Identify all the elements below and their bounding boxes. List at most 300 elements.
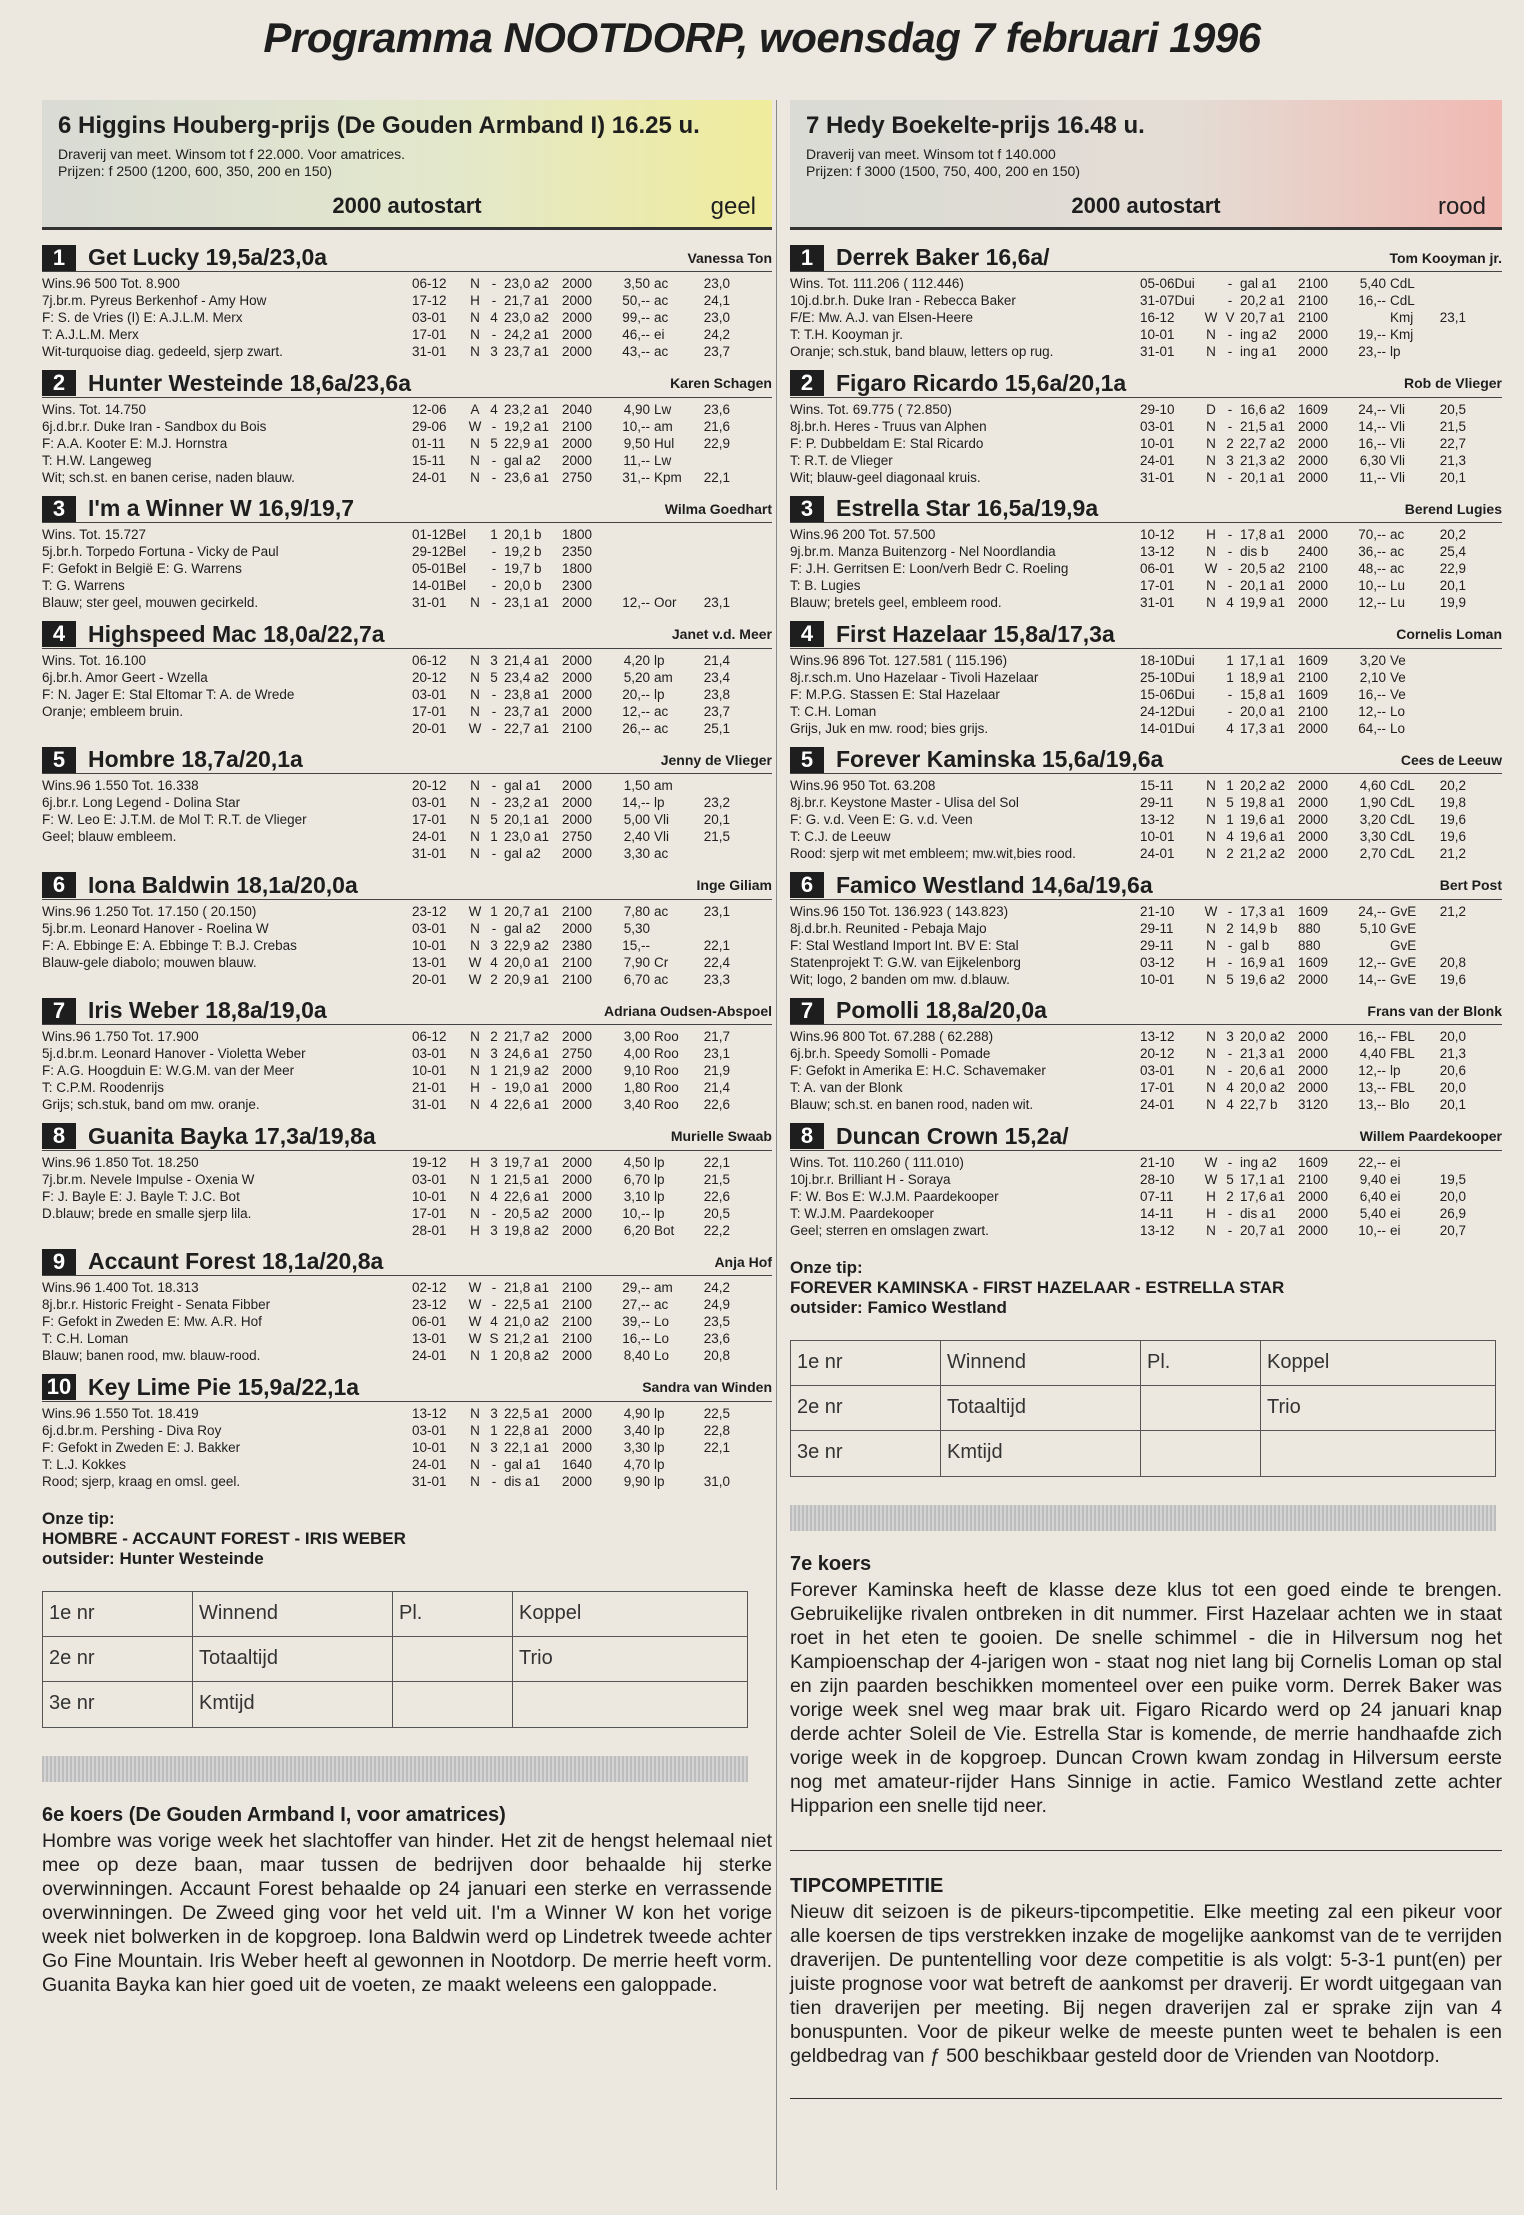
- result-position: 3: [490, 1154, 498, 1170]
- result-distance: 2000: [562, 1154, 593, 1170]
- result-odds: 11,--: [1359, 469, 1386, 485]
- result-driver: ac: [654, 703, 669, 719]
- result-time: 22,6 a1: [504, 1188, 550, 1204]
- result-distance: 2000: [1298, 595, 1329, 610]
- result-date: 28-10: [1140, 1171, 1175, 1187]
- result-row: [412, 1028, 772, 1045]
- grid-cell: Winnend: [941, 1341, 1141, 1385]
- result-odds: 3,00: [623, 1029, 650, 1044]
- horse-info: [42, 1028, 412, 1113]
- driver-name: Adriana Oudsen-Abspoel: [603, 1002, 772, 1019]
- result-position: -: [491, 544, 497, 559]
- result-kmtime: 20,0: [1439, 1188, 1466, 1204]
- result-odds: [1344, 937, 1390, 954]
- result-odds: 14,--: [1358, 971, 1386, 987]
- result-distance: 2100: [1298, 310, 1329, 325]
- result-distance: 880: [1298, 937, 1321, 953]
- result-kmtime: 24,9: [703, 1297, 730, 1312]
- result-track: N: [470, 1029, 480, 1044]
- result-time: 19,6 a2: [1240, 971, 1286, 987]
- result-date: 15-11: [412, 452, 446, 468]
- info-line: F: G. v.d. Veen E: G. v.d. Veen: [790, 812, 973, 827]
- info-line: T: A. van der Blonk: [790, 1080, 903, 1095]
- result-row: [1140, 469, 1502, 486]
- result-row: [412, 577, 772, 594]
- result-driver: Lo: [654, 1314, 670, 1329]
- result-row: [1140, 794, 1502, 811]
- horse-entry: [790, 495, 1502, 621]
- result-position: -: [491, 778, 497, 793]
- result-track: N: [1206, 829, 1216, 844]
- result-row: [412, 1422, 772, 1439]
- result-distance: 2000: [562, 1439, 593, 1455]
- result-driver: Cr: [654, 954, 669, 970]
- result-driver: GvE: [1390, 903, 1417, 919]
- result-kmtime: 20,5: [703, 1205, 730, 1221]
- result-kmtime: 25,1: [703, 720, 730, 736]
- result-row: [412, 1456, 772, 1473]
- result-track: H: [1206, 1205, 1216, 1221]
- result-odds: 24,--: [1358, 401, 1386, 417]
- result-track: N: [1206, 344, 1216, 359]
- recent-results: [412, 1154, 772, 1239]
- info-line: 8j.d.br.h. Reunited - Pebaja Majo: [790, 920, 987, 936]
- result-driver: Lw: [654, 452, 672, 468]
- result-date: 03-12: [1140, 954, 1175, 970]
- result-time: 19,6 a1: [1240, 829, 1286, 844]
- result-track: N: [1206, 1046, 1216, 1061]
- result-track: W: [468, 971, 482, 987]
- grid-cell: 2e nr: [43, 1637, 193, 1681]
- result-track: [1202, 703, 1220, 720]
- info-line: 7j.br.m. Pyreus Berkenhof - Amy How: [42, 293, 267, 308]
- grid-cell: 3e nr: [43, 1682, 193, 1727]
- result-odds: 99,--: [622, 310, 650, 325]
- info-line: F: Gefokt in Amerika E: H.C. Schavemaker: [790, 1063, 1046, 1078]
- result-date: 23-12: [412, 903, 447, 919]
- result-track: W: [468, 903, 482, 919]
- result-row: [1140, 1045, 1502, 1062]
- result-driver: ei: [1390, 1171, 1401, 1187]
- start-number: 4: [42, 621, 76, 647]
- result-driver: Vli: [1390, 401, 1406, 417]
- result-odds: 7,90: [623, 954, 650, 970]
- result-odds: 5,40: [1359, 276, 1386, 291]
- result-distance: 2000: [562, 1222, 593, 1238]
- tip-label: Onze tip:: [42, 1509, 115, 1528]
- result-row: [1140, 811, 1502, 828]
- result-odds: 4,20: [623, 652, 650, 668]
- result-driver: lp: [654, 1154, 665, 1170]
- result-distance: 2100: [1298, 276, 1329, 291]
- info-line: 8j.br.r. Keystone Master - Ulisa del Sol: [790, 795, 1019, 810]
- result-position: -: [1227, 561, 1233, 576]
- horse-info: [790, 526, 1140, 611]
- result-kmtime: 23,6: [703, 401, 730, 417]
- result-distance: 2000: [562, 686, 593, 702]
- race-6-entries: [42, 244, 772, 1499]
- result-date: 10-01: [412, 1188, 447, 1204]
- result-row: [1140, 309, 1502, 326]
- result-distance: 3120: [1298, 1097, 1329, 1112]
- result-kmtime: 22,6: [703, 1097, 730, 1112]
- result-date: 12-06: [412, 401, 447, 417]
- result-track: N: [470, 1456, 480, 1472]
- horse-name: Guanita Bayka 17,3a/19,8a: [88, 1122, 376, 1149]
- result-kmtime: 20,0: [1439, 1029, 1466, 1044]
- horse-name: Figaro Ricardo 15,6a/20,1a: [836, 369, 1127, 396]
- tip-outsider: outsider: Hunter Westeinde: [42, 1549, 264, 1568]
- start-number: 7: [790, 998, 824, 1024]
- result-odds: 16,--: [1358, 1029, 1386, 1044]
- result-time: 19,8 a2: [504, 1222, 550, 1238]
- result-time: 22,7 a1: [504, 720, 550, 736]
- result-time: ing a2: [1240, 1154, 1277, 1170]
- result-kmtime: 22,5: [703, 1405, 730, 1421]
- result-row: [412, 920, 772, 937]
- entry-header: [42, 1248, 772, 1276]
- result-date: 13-12: [1140, 1222, 1175, 1238]
- result-odds: 3,10: [623, 1188, 650, 1204]
- result-kmtime: 23,7: [703, 344, 730, 359]
- result-row: [1140, 1171, 1502, 1188]
- result-odds: 7,80: [623, 903, 650, 919]
- info-line: Wit-turquoise diag. gedeeld, sjerp zwart.: [42, 344, 283, 359]
- result-kmtime: [1430, 720, 1466, 737]
- result-position: -: [1227, 544, 1233, 559]
- result-date: 07-11: [1140, 1188, 1174, 1204]
- result-position: -: [1227, 937, 1233, 953]
- info-line: Rood; sjerp, kraag en omsl. geel.: [42, 1473, 241, 1489]
- result-position: -: [1227, 703, 1233, 719]
- result-driver: lp: [654, 1188, 665, 1204]
- result-driver: Blo: [1390, 1097, 1410, 1112]
- grid-cell: Winnend: [193, 1592, 393, 1636]
- result-time: 22,9 a1: [504, 435, 550, 451]
- grid-cell: Trio: [1267, 1396, 1301, 1418]
- result-odds: 2,10: [1359, 669, 1386, 685]
- result-kmtime: 22,6: [703, 1188, 730, 1204]
- result-time: 19,6 a1: [1240, 812, 1286, 827]
- horse-name: Estrella Star 16,5a/19,9a: [836, 495, 1099, 521]
- result-row: [1140, 1028, 1502, 1045]
- info-line: F: Gefokt in België E: G. Warrens: [42, 561, 242, 576]
- result-odds: 3,30: [623, 1439, 650, 1455]
- result-time: gal a1: [504, 778, 541, 793]
- info-line: 5j.d.br.m. Leonard Hanover - Violetta Weber: [42, 1046, 306, 1061]
- result-distance: 2100: [562, 954, 593, 970]
- result-time: 20,0 a2: [1240, 1029, 1286, 1044]
- result-position: -: [1227, 469, 1233, 485]
- result-driver: lp: [1390, 344, 1401, 359]
- result-odds: 6,70: [623, 971, 650, 987]
- entry-header: [42, 997, 772, 1025]
- race-conditions: Draverij van meet. Winsom tot f 22.000. Voor amatrices.: [58, 146, 406, 162]
- info-line: Blauw; banen rood, mw. blauw-rood.: [42, 1348, 261, 1363]
- result-date: 24-01: [1140, 846, 1175, 861]
- result-kmtime: 23,6: [703, 1331, 730, 1346]
- result-kmtime: 19,5: [1439, 1171, 1466, 1187]
- result-date: 20-01: [412, 971, 447, 987]
- result-driver: ei: [654, 327, 665, 342]
- horse-name: Iona Baldwin 18,1a/20,0a: [88, 871, 358, 898]
- result-driver: Roo: [654, 1046, 679, 1061]
- result-kmtime: [694, 777, 730, 794]
- result-time: 21,7 a1: [504, 293, 550, 308]
- result-kmtime: [694, 845, 730, 862]
- result-odds: 3,50: [623, 276, 650, 291]
- horse-entry: [42, 244, 772, 370]
- result-position: 1: [1226, 812, 1234, 827]
- recent-results: [1140, 903, 1502, 988]
- result-distance: 2000: [562, 310, 593, 325]
- info-line: Wins. Tot. 16.100: [42, 652, 147, 668]
- result-distance: 2000: [1298, 1063, 1329, 1078]
- horse-entry: [42, 1123, 772, 1249]
- divider: [790, 1850, 1502, 1851]
- result-date: 06-12: [412, 652, 447, 668]
- result-row: [1140, 1096, 1502, 1113]
- result-odds: 3,40: [623, 1422, 650, 1438]
- result-time: dis a1: [504, 1473, 541, 1489]
- result-position: -: [491, 293, 497, 308]
- result-date: 17-01: [1140, 578, 1175, 593]
- result-position: -: [1227, 686, 1233, 702]
- result-date: 15-06Dui: [1140, 686, 1195, 702]
- info-line: Wins.96 500 Tot. 8.900: [42, 276, 180, 291]
- result-date: 06-12: [412, 276, 447, 291]
- result-time: 19,7 b: [504, 561, 542, 576]
- result-odds: 6,20: [623, 1222, 650, 1238]
- result-row: [1140, 1079, 1502, 1096]
- result-distance: 2100: [1298, 1171, 1329, 1187]
- result-date: 13-01: [412, 1331, 447, 1346]
- recent-results: [1140, 777, 1502, 862]
- result-driver: GvE: [1390, 954, 1417, 970]
- race-prizes: Prijzen: f 3000 (1500, 750, 400, 200 en 150): [806, 163, 1080, 179]
- result-time: 19,0 a1: [504, 1080, 550, 1095]
- info-line: 6j.d.br.m. Pershing - Diva Roy: [42, 1422, 222, 1438]
- result-time: 22,6 a1: [504, 1097, 550, 1112]
- result-position: 1: [1226, 652, 1234, 668]
- info-line: F: A.A. Kooter E: M.J. Hornstra: [42, 435, 228, 451]
- result-track: N: [470, 1348, 480, 1363]
- result-date: 03-01: [412, 920, 447, 936]
- horse-info: [42, 1279, 412, 1364]
- result-track: N: [1206, 544, 1216, 559]
- result-driver: FBL: [1390, 1029, 1415, 1044]
- result-time: 22,9 a2: [504, 937, 550, 953]
- result-time: 18,9 a1: [1240, 669, 1286, 685]
- result-odds: 2,40: [623, 829, 650, 844]
- result-track: N: [1206, 920, 1216, 936]
- horse-name: Key Lime Pie 15,9a/22,1a: [88, 1373, 360, 1400]
- result-position: -: [491, 595, 497, 610]
- recent-results: [1140, 401, 1502, 486]
- result-kmtime: 20,1: [1439, 469, 1466, 485]
- entry-header: [42, 1374, 772, 1402]
- driver-name: Wilma Goedhart: [664, 500, 772, 517]
- result-track: H: [470, 1154, 480, 1170]
- result-odds: 4,40: [1359, 1046, 1386, 1061]
- result-row: [1140, 543, 1502, 560]
- grid-cell: Totaaltijd: [193, 1637, 393, 1681]
- result-time: 19,9 a1: [1240, 595, 1286, 610]
- grid-cell: [1261, 1431, 1495, 1476]
- result-odds: 9,90: [623, 1473, 650, 1489]
- result-date: 10-01: [1140, 829, 1175, 844]
- result-distance: 2000: [1298, 846, 1329, 861]
- result-row: [412, 1473, 772, 1490]
- result-date: 10-01: [412, 937, 447, 953]
- result-odds: 29,--: [622, 1280, 650, 1295]
- result-distance: 2000: [562, 920, 593, 936]
- result-position: 4: [490, 1097, 498, 1112]
- info-line: 7j.br.m. Nevele Impulse - Oxenia W: [42, 1171, 255, 1187]
- info-line: F: A. Ebbinge E: A. Ebbinge T: B.J. Crebas: [42, 937, 297, 953]
- result-position: 3: [490, 1046, 498, 1061]
- result-row: [412, 828, 772, 845]
- result-row: [412, 543, 772, 560]
- race-title: 7 Hedy Boekelte-prijs 16.48 u.: [806, 112, 1145, 139]
- result-time: 21,5 a1: [1240, 418, 1286, 434]
- result-position: -: [491, 686, 497, 702]
- result-kmtime: 19,6: [1439, 829, 1466, 844]
- info-line: T: A.J.L.M. Merx: [42, 327, 139, 342]
- result-distance: 1609: [1298, 686, 1329, 702]
- result-time: 14,9 b: [1240, 920, 1278, 936]
- result-time: dis b: [1240, 544, 1269, 559]
- grid-row: [791, 1431, 1495, 1476]
- result-distance: 2000: [1298, 720, 1329, 736]
- result-time: 22,5 a1: [504, 1405, 550, 1421]
- result-track: N: [1206, 1029, 1216, 1044]
- result-kmtime: 21,5: [703, 1171, 730, 1187]
- result-driver: GvE: [1390, 920, 1417, 936]
- result-kmtime: 22,1: [703, 937, 730, 953]
- result-date: 21-10: [1140, 1154, 1175, 1170]
- result-odds: 9,50: [623, 435, 650, 451]
- result-position: 1: [1226, 669, 1234, 685]
- result-track: N: [1206, 1080, 1216, 1095]
- horse-entry: [42, 1374, 772, 1500]
- entry-body: [42, 652, 772, 737]
- result-time: 17,1 a1: [1240, 1171, 1286, 1187]
- info-line: Blauw; sch.st. en banen rood, naden wit.: [790, 1097, 1034, 1112]
- result-date: 10-01: [1140, 435, 1175, 451]
- result-position: -: [1227, 1222, 1233, 1238]
- result-row: [412, 794, 772, 811]
- result-driver: [654, 920, 694, 937]
- result-row: [1140, 326, 1502, 343]
- result-track: N: [1206, 578, 1216, 593]
- result-driver: GvE: [1390, 971, 1417, 987]
- result-date: 24-01: [1140, 452, 1175, 468]
- result-date: 31-07Dui: [1140, 293, 1195, 308]
- result-track: N: [470, 1439, 480, 1455]
- result-track: N: [1206, 435, 1216, 451]
- info-line: Grijs; sch.stuk, band om mw. oranje.: [42, 1097, 260, 1112]
- horse-entry: [790, 1123, 1502, 1249]
- result-track: W: [468, 418, 482, 434]
- koers-text: Forever Kaminska heeft de klasse deze klus tot een goed einde te brengen. Gebruikelijke rivalen ontbreken in dit nummer. First Hazelaar achten we in staat roet in het eten te gooien. De snelle schimmel - die in Hilversum nog het Kampioenschap der 4-jarigen won - staat nog niet lang bij Cornelis Loman op stal en zijn paarden beschikken momenteel over een puike vorm. Derrek Baker was vorige week snel weg maar brak uit. Figaro Ricardo werd op 24 januari knap derde achter Soleil de Vie. Estrella Star is komende, de merrie handhaafde zich vorige week in de kopgroep. Duncan Crown kwam zondag in Hilversum eerste nog met amateur-rijder Hans Sinnige in actie. Famico Westland zette achter Hipparion een snelle tijd neer.: [790, 1579, 1502, 1817]
- grey-stripe: [790, 1505, 1496, 1531]
- result-time: 22,7 b: [1240, 1097, 1278, 1112]
- result-track: W: [1204, 1154, 1218, 1170]
- result-kmtime: 20,6: [1439, 1063, 1466, 1078]
- entry-header: [42, 244, 772, 272]
- result-row: [412, 452, 772, 469]
- info-line: 6j.br.h. Amor Geert - Wzella: [42, 669, 208, 685]
- result-track: N: [470, 846, 480, 861]
- result-driver: ac: [654, 310, 669, 325]
- horse-info: [790, 1154, 1140, 1239]
- race-7-payout-grid: [790, 1340, 1496, 1477]
- result-row: [1140, 937, 1502, 954]
- result-row: [412, 811, 772, 828]
- result-track: W: [468, 954, 482, 970]
- result-kmtime: [694, 920, 730, 937]
- result-date: 31-01: [412, 846, 447, 861]
- result-time: 17,3 a1: [1240, 903, 1286, 919]
- result-row: [412, 686, 772, 703]
- result-time: 21,2 a1: [504, 1331, 550, 1346]
- info-line: Wins.96 1.750 Tot. 17.900: [42, 1029, 199, 1044]
- result-driver: [654, 543, 694, 560]
- horse-entry: [42, 1248, 772, 1374]
- result-kmtime: 20,0: [1439, 1080, 1466, 1095]
- result-row: [1140, 652, 1502, 669]
- result-row: [1140, 703, 1502, 720]
- result-distance: 2100: [562, 1297, 593, 1312]
- entry-body: [790, 1154, 1502, 1239]
- info-line: F: W. Bos E: W.J.M. Paardekooper: [790, 1188, 999, 1204]
- result-odds: 16,--: [1358, 435, 1386, 451]
- info-line: F: W. Leo E: J.T.M. de Mol T: R.T. de Vlieger: [42, 812, 307, 827]
- info-line: T: L.J. Kokkes: [42, 1456, 127, 1472]
- result-time: 22,8 a1: [504, 1422, 550, 1438]
- entry-header: [790, 370, 1502, 398]
- result-date: 03-01: [1140, 418, 1175, 434]
- entry-header: [790, 746, 1502, 774]
- result-distance: 2000: [1298, 812, 1329, 827]
- result-track: [466, 526, 484, 543]
- result-date: 13-01: [412, 954, 447, 970]
- result-driver: Ve: [1390, 652, 1406, 668]
- result-time: 24,6 a1: [504, 1046, 550, 1061]
- result-date: 21-10: [1140, 903, 1175, 919]
- result-track: W: [1204, 310, 1218, 325]
- result-time: 23,7 a1: [504, 344, 550, 359]
- result-time: 24,2 a1: [504, 327, 550, 342]
- result-track: N: [470, 1097, 480, 1112]
- result-distance: 2000: [1298, 778, 1329, 793]
- horse-name: Famico Westland 14,6a/19,6a: [836, 871, 1153, 898]
- entry-header: [42, 621, 772, 649]
- result-date: 29-11: [1140, 795, 1174, 810]
- race-autostart: 2000 autostart: [1071, 193, 1221, 218]
- result-odds: 22,--: [1358, 1154, 1386, 1170]
- result-odds: 13,--: [1358, 1080, 1386, 1095]
- result-distance: 2000: [1298, 527, 1329, 542]
- result-position: -: [491, 578, 497, 593]
- result-kmtime: [694, 543, 730, 560]
- result-track: N: [470, 310, 480, 325]
- result-position: 2: [1226, 920, 1234, 936]
- result-kmtime: 19,6: [1439, 812, 1466, 827]
- start-number: 8: [790, 1123, 824, 1149]
- result-time: 20,2 a2: [1240, 778, 1286, 793]
